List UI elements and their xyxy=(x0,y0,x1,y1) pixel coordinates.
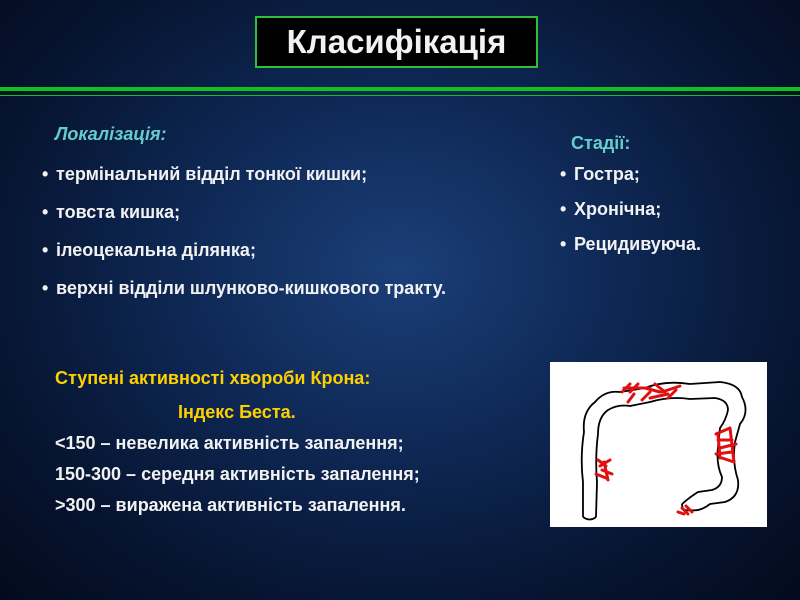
best-index-label: Індекс Беста. xyxy=(178,402,296,422)
localization-item: • термінальний відділ тонкої кишки; xyxy=(42,164,446,202)
activity-list xyxy=(55,433,420,526)
localization-item: • ілеоцекальна ділянка; xyxy=(42,240,446,278)
intestine-diagram-icon xyxy=(550,362,767,527)
activity-item: 150-300 – середня активність запалення; xyxy=(55,464,420,484)
divider-thick xyxy=(0,87,800,91)
activity-heading: Ступені активності хвороби Крона: xyxy=(55,368,371,388)
stages-heading: Стадії: xyxy=(571,133,631,153)
localization-heading: Локалізація: xyxy=(55,124,167,144)
localization-item: • товста кишка; xyxy=(42,202,446,240)
stages-list xyxy=(560,164,701,269)
slide-title: Класифікація xyxy=(255,16,538,68)
activity-item: >300 – виражена активність запалення. xyxy=(55,495,406,515)
localization-item: • верхні відділи шлунково-кишкового тракту. xyxy=(42,278,446,316)
stage-item: • Рецидивуюча. xyxy=(560,234,701,269)
stage-item: • Хронічна; xyxy=(560,199,701,234)
stage-item: • Гостра; xyxy=(560,164,701,199)
divider-thin xyxy=(0,95,800,96)
activity-item: <150 – невелика активність запалення; xyxy=(55,433,404,453)
localization-list xyxy=(42,164,446,316)
